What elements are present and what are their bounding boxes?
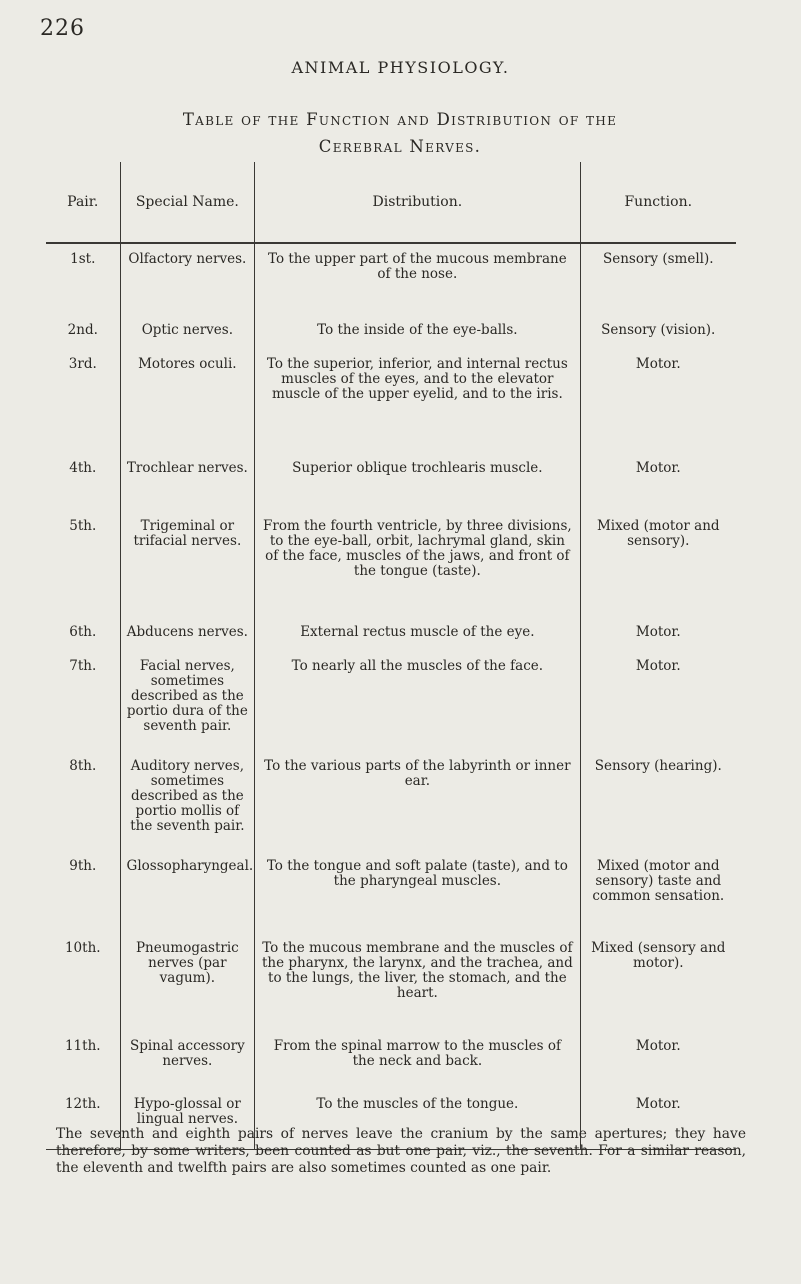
cell-pair: 6th. [69,624,97,640]
header-special-name: Special Name. [120,162,255,243]
table-row [46,349,736,453]
cell-name: Hypo-glossal or lingual nerves. [120,1089,255,1149]
cell-distribution: To the various parts of the labyrinth or inner ear. [255,751,580,851]
page-number: 226 [40,16,85,41]
cell-distribution: To nearly all the muscles of the face. [255,651,580,751]
cell-pair: 8th. [69,758,97,774]
table-row [46,315,736,349]
cell-pair: 4th. [69,460,97,476]
table-title [60,106,740,160]
cell-pair: 2nd. [67,322,98,338]
cell-function: Sensory (hearing). [580,751,736,851]
cell-name: Pneumogastric nerves (par vagum). [120,933,255,1031]
table-row [46,511,736,617]
table-row [46,751,736,851]
cell-function: Mixed (sensory and motor). [580,933,736,1031]
cell-distribution: From the fourth ventricle, by three divisions, to the eye-ball, orbit, lachrymal gland, skin of the face, muscles of the jaws, and front of the tongue (taste). [255,511,580,617]
table-row [46,243,736,315]
cell-pair: 12th. [46,1089,120,1149]
cell-distribution: Superior oblique trochlearis muscle. [255,453,580,511]
cell-name: Spinal accessory nerves. [120,1031,255,1089]
cell-function: Motor. [580,349,736,453]
cell-function: Motor. [580,453,736,511]
cell-distribution: From the spinal marrow to the muscles of the neck and back. [255,1031,580,1089]
cell-function: Motor. [580,1031,736,1089]
cell-name: Facial nerves, sometimes described as the portio dura of the seventh pair. [120,651,255,751]
cell-name: Trigeminal or trifacial nerves. [120,511,255,617]
cell-function: Sensory (vision). [580,315,736,349]
table-title-line-1: Table of the Function and Distribution of the [182,110,618,129]
cell-name: Motores oculi. [120,349,255,453]
cell-distribution: External rectus muscle of the eye. [255,617,580,651]
table-row [46,851,736,933]
table-row [46,651,736,751]
cell-distribution: To the upper part of the mucous membrane of the nose. [255,243,580,315]
running-head: ANIMAL PHYSIOLOGY. [291,58,510,77]
cell-function: Sensory (smell). [580,243,736,315]
cell-pair: 9th. [69,858,97,874]
header-distribution: Distribution. [255,162,580,243]
cell-function: Motor. [580,617,736,651]
table-row [46,933,736,1031]
header-function: Function. [580,162,736,243]
table-header-row [46,162,736,243]
cell-distribution: To the inside of the eye-balls. [255,315,580,349]
cell-pair: 5th. [69,518,97,534]
cell-name: Optic nerves. [120,315,255,349]
footnote: The seventh and eighth pairs of nerves leave the cranium by the same apertures; they have therefore, by some writers, been counted as but one pair, viz., the seventh. For a similar reason, the eleventh and twelfth pairs are also sometimes counted as one pair. [56,1126,746,1176]
cell-name: Olfactory nerves. [120,243,255,315]
cell-function: Motor. [580,651,736,751]
cell-function: Mixed (motor and sensory). [580,511,736,617]
cell-distribution: To the muscles of the tongue. [255,1089,580,1149]
table-row [46,453,736,511]
cell-pair: 10th. [64,940,101,956]
table-title-line-2: Cerebral Nerves. [318,137,482,156]
cell-name: Trochlear nerves. [120,453,255,511]
table-row [46,1031,736,1089]
cell-pair: 7th. [69,658,97,674]
cell-distribution: To the mucous membrane and the muscles of the pharynx, the larynx, and the trachea, and to the lungs, the liver, the stomach, and the heart. [255,933,580,1031]
header-pair: Pair. [46,162,120,243]
cell-function: Motor. [580,1089,736,1149]
cell-distribution: To the tongue and soft palate (taste), and to the pharyngeal muscles. [255,851,580,933]
cell-pair: 1st. [70,251,96,267]
cerebral-nerves-table [46,162,736,1150]
cell-pair: 3rd. [68,356,97,372]
cell-function: Mixed (motor and sensory) taste and common sensation. [580,851,736,933]
cell-name: Abducens nerves. [120,617,255,651]
cell-pair: 11th. [64,1038,101,1054]
table-row [46,617,736,651]
cell-name: Glossopharyngeal. [120,851,255,933]
cell-distribution: To the superior, inferior, and internal rectus muscles of the eyes, and to the elevator muscle of the upper eyelid, and to the iris. [255,349,580,453]
cell-name: Auditory nerves, sometimes described as the portio mollis of the seventh pair. [120,751,255,851]
